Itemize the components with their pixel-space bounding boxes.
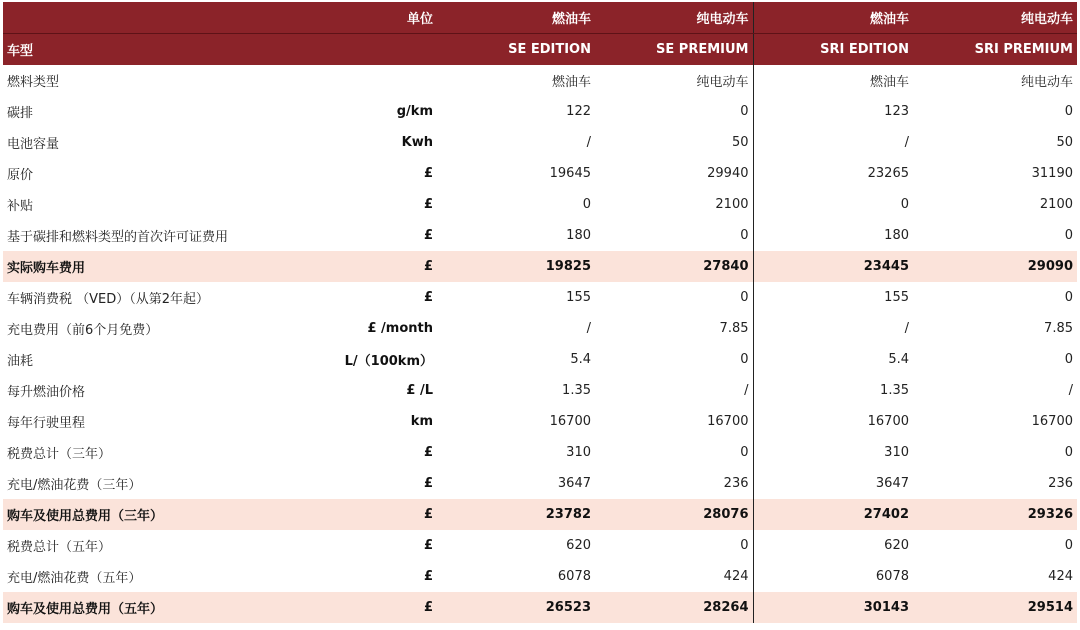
row-value-col-1: 0 xyxy=(582,197,591,212)
row-value-col-1: / xyxy=(586,321,591,336)
row-label: 原价 xyxy=(7,168,34,183)
row-value-col-4: 31190 xyxy=(1031,166,1073,181)
row-label: 燃料类型 xyxy=(7,75,60,90)
row-value-col-2: 50 xyxy=(595,127,753,158)
row-unit: g/km xyxy=(396,104,433,119)
row-unit: £ xyxy=(423,228,433,243)
row-value-col-4: 50 xyxy=(1056,135,1073,150)
row-value-col-3: 180 xyxy=(884,228,909,243)
row-value-col-1: 122 xyxy=(566,104,591,119)
row-unit: £ xyxy=(423,290,433,305)
row-value-col-3: 3647 xyxy=(875,476,909,491)
header-empty-cell xyxy=(3,2,303,34)
table-row xyxy=(3,313,1077,344)
row-label: 碳排 xyxy=(7,106,34,121)
row-value-col-2: 0 xyxy=(595,437,753,468)
row-value-col-3: 5.4 xyxy=(888,352,909,367)
row-unit: £ xyxy=(423,569,433,584)
row-unit: L/（100km） xyxy=(344,354,433,369)
row-unit: Kwh xyxy=(401,135,433,150)
row-value-col-3: 123 xyxy=(884,104,909,119)
row-value-col-3: 310 xyxy=(884,445,909,460)
row-label: 每升燃油价格 xyxy=(7,385,86,400)
row-label: 税费总计（三年） xyxy=(7,447,112,462)
row-value-col-3: 1.35 xyxy=(880,383,909,398)
row-value-col-4: 0 xyxy=(1064,290,1073,305)
row-unit: £ xyxy=(423,166,433,181)
row-value-col-2: 纯电动车 xyxy=(595,65,753,96)
row-value-col-4: 2100 xyxy=(1039,197,1073,212)
row-value-col-2: 16700 xyxy=(595,406,753,437)
row-value-col-4: 16700 xyxy=(1031,414,1073,429)
row-value-col-3: 155 xyxy=(884,290,909,305)
row-label: 充电费用（前6个月免费） xyxy=(7,323,159,338)
header-model-unit-empty xyxy=(303,34,437,66)
row-unit: £ xyxy=(423,538,433,553)
row-value-col-3: 30143 xyxy=(753,592,913,623)
row-value-col-1: 620 xyxy=(566,538,591,553)
row-value-col-4: 0 xyxy=(1064,104,1073,119)
table-row xyxy=(3,499,1077,530)
cost-comparison-table-container xyxy=(3,2,1077,623)
row-value-col-3: 23265 xyxy=(867,166,909,181)
row-value-col-3: 27402 xyxy=(753,499,913,530)
row-label: 充电/燃油花费（三年） xyxy=(7,478,142,493)
row-value-col-1: 180 xyxy=(566,228,591,243)
row-value-col-4: 0 xyxy=(1064,352,1073,367)
row-label: 车辆消费税 （VED）（从第2年起） xyxy=(7,292,210,307)
row-value-col-4: 0 xyxy=(1064,445,1073,460)
row-unit: £ /L xyxy=(406,383,433,398)
row-value-col-1: 6078 xyxy=(557,569,591,584)
row-value-col-4: 0 xyxy=(1064,538,1073,553)
row-unit xyxy=(303,65,437,96)
row-label: 实际购车费用 xyxy=(3,251,303,282)
row-value-col-2: 27840 xyxy=(595,251,753,282)
row-value-col-2: 0 xyxy=(595,220,753,251)
row-value-col-4: 纯电动车 xyxy=(1020,75,1073,90)
table-row xyxy=(3,406,1077,437)
table-row xyxy=(3,561,1077,592)
table-row xyxy=(3,468,1077,499)
header-model-2: SE PREMIUM xyxy=(595,34,753,66)
row-value-col-3: / xyxy=(904,321,909,336)
row-value-col-4: 29090 xyxy=(913,251,1077,282)
table-row xyxy=(3,96,1077,127)
row-value-col-2: 0 xyxy=(595,530,753,561)
header-fuel-type-4: 纯电动车 xyxy=(913,2,1077,34)
header-model-1: SE EDITION xyxy=(437,34,595,66)
row-value-col-4: 29326 xyxy=(913,499,1077,530)
row-value-col-1: 26523 xyxy=(437,592,595,623)
row-value-col-2: / xyxy=(595,375,753,406)
row-unit: £ xyxy=(423,476,433,491)
table-row xyxy=(3,592,1077,623)
row-value-col-4: 29514 xyxy=(913,592,1077,623)
row-value-col-2: 0 xyxy=(595,344,753,375)
row-value-col-4: / xyxy=(1068,383,1073,398)
row-value-col-4: 424 xyxy=(1048,569,1073,584)
row-value-col-4: 7.85 xyxy=(1044,321,1073,336)
row-label: 基于碳排和燃料类型的首次许可证费用 xyxy=(7,230,229,245)
row-value-col-3: 6078 xyxy=(875,569,909,584)
header-fuel-type-1: 燃油车 xyxy=(437,2,595,34)
header-fuel-type-2: 纯电动车 xyxy=(595,2,753,34)
table-row xyxy=(3,65,1077,96)
row-value-col-1: 23782 xyxy=(437,499,595,530)
row-value-col-1: 1.35 xyxy=(562,383,591,398)
row-unit: £ xyxy=(303,592,437,623)
header-row-fuel-type xyxy=(3,2,1077,34)
table-row xyxy=(3,437,1077,468)
row-label: 电池容量 xyxy=(7,137,60,152)
row-value-col-4: 236 xyxy=(1048,476,1073,491)
row-value-col-1: 16700 xyxy=(549,414,591,429)
row-value-col-2: 28076 xyxy=(595,499,753,530)
table-row xyxy=(3,220,1077,251)
row-value-col-1: 19645 xyxy=(549,166,591,181)
row-value-col-1: 310 xyxy=(566,445,591,460)
row-unit: £ xyxy=(423,197,433,212)
row-value-col-3: 23445 xyxy=(753,251,913,282)
table-row xyxy=(3,189,1077,220)
row-label: 充电/燃油花费（五年） xyxy=(7,571,142,586)
row-label: 税费总计（五年） xyxy=(7,540,112,555)
row-value-col-2: 424 xyxy=(595,561,753,592)
row-unit: £ xyxy=(303,499,437,530)
row-value-col-3: 燃油车 xyxy=(869,75,909,90)
row-value-col-1: / xyxy=(586,135,591,150)
table-row xyxy=(3,344,1077,375)
table-row xyxy=(3,251,1077,282)
row-value-col-1: 5.4 xyxy=(570,352,591,367)
row-value-col-1: 3647 xyxy=(557,476,591,491)
row-value-col-3: / xyxy=(904,135,909,150)
row-unit: £ /month xyxy=(367,321,433,336)
row-value-col-4: 0 xyxy=(1064,228,1073,243)
header-model-4: SRI PREMIUM xyxy=(913,34,1077,66)
row-unit: £ xyxy=(303,251,437,282)
table-row xyxy=(3,282,1077,313)
header-row-model xyxy=(3,34,1077,66)
header-model-3: SRI EDITION xyxy=(753,34,913,66)
table-row xyxy=(3,530,1077,561)
cost-comparison-table xyxy=(3,2,1077,623)
row-label: 购车及使用总费用（五年） xyxy=(3,592,303,623)
header-model-label: 车型 xyxy=(3,34,303,66)
row-value-col-2: 28264 xyxy=(595,592,753,623)
row-label: 每年行驶里程 xyxy=(7,416,86,431)
table-body xyxy=(3,65,1077,623)
row-label: 补贴 xyxy=(7,199,34,214)
row-label: 购车及使用总费用（三年） xyxy=(3,499,303,530)
row-value-col-3: 0 xyxy=(900,197,909,212)
row-value-col-3: 620 xyxy=(884,538,909,553)
table-row xyxy=(3,127,1077,158)
row-value-col-2: 7.85 xyxy=(595,313,753,344)
table-row xyxy=(3,158,1077,189)
row-value-col-2: 29940 xyxy=(595,158,753,189)
row-unit: km xyxy=(410,414,433,429)
row-value-col-1: 燃油车 xyxy=(551,75,591,90)
row-value-col-2: 0 xyxy=(595,282,753,313)
row-value-col-3: 16700 xyxy=(867,414,909,429)
row-value-col-2: 236 xyxy=(595,468,753,499)
row-value-col-2: 0 xyxy=(595,96,753,127)
row-value-col-2: 2100 xyxy=(595,189,753,220)
table-row xyxy=(3,375,1077,406)
header-unit-label: 单位 xyxy=(303,2,437,34)
row-label: 油耗 xyxy=(7,354,34,369)
header-fuel-type-3: 燃油车 xyxy=(753,2,913,34)
row-value-col-1: 155 xyxy=(566,290,591,305)
row-unit: £ xyxy=(423,445,433,460)
row-value-col-1: 19825 xyxy=(437,251,595,282)
